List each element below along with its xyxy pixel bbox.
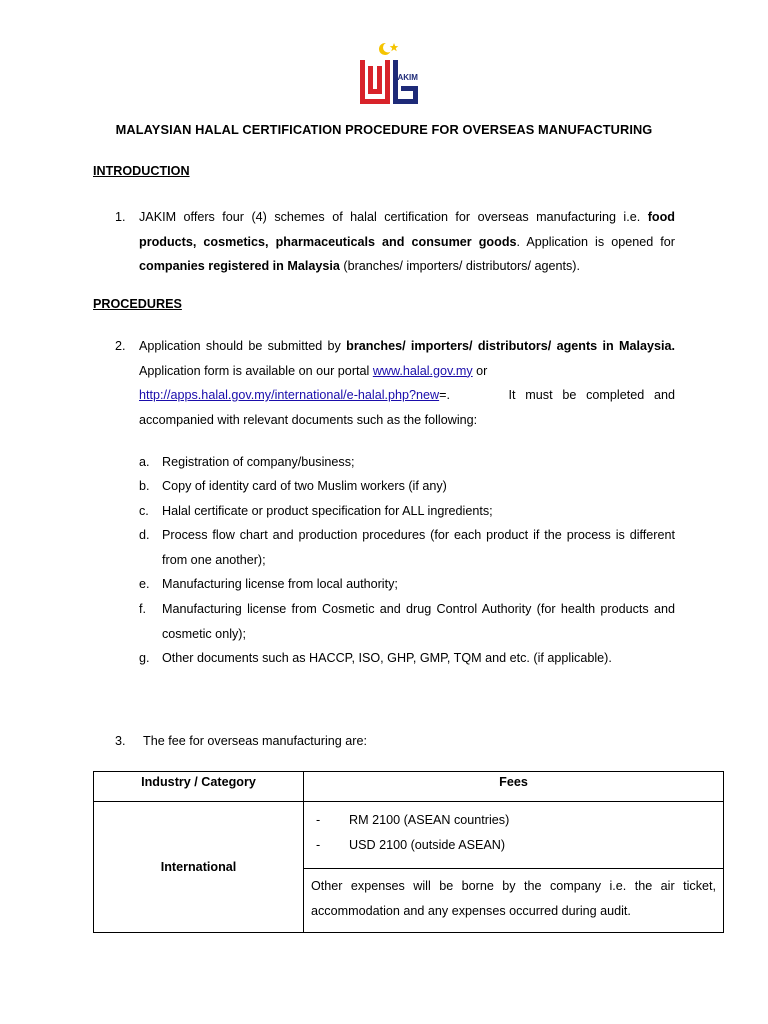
item-1-bold-2: companies registered in Malaysia bbox=[139, 259, 340, 273]
list-item: Registration of company/business; bbox=[162, 455, 355, 469]
item-1-paragraph bbox=[139, 205, 675, 279]
list-item-letter: f. bbox=[139, 602, 146, 616]
table-row bbox=[94, 802, 724, 869]
item-1-bold-1: food products, cosmetics, pharmaceuticals and consumer goods bbox=[139, 210, 675, 249]
list-item-letter: e. bbox=[139, 577, 150, 591]
list-item: Manufacturing license from Cosmetic and drug Control Authority (for health products and cosmetic only); bbox=[162, 602, 675, 641]
item-1-text-3: (branches/ importers/ distributors/ agents). bbox=[339, 259, 580, 273]
halal-portal-link[interactable]: www.halal.gov.my bbox=[372, 363, 473, 378]
item-3-number: 3. bbox=[115, 734, 126, 748]
item-1-text-1: JAKIM offers four (4) schemes of halal certification for overseas manufacturing i.e. bbox=[139, 210, 648, 224]
other-expenses-cell: Other expenses will be borne by the company i.e. the air ticket, accommodation and any expenses occurred during audit. bbox=[304, 869, 724, 933]
item-2-text-4: =. It must be completed and accompanied with relevant documents such as the following: bbox=[139, 388, 679, 427]
item-2-text-1: Application should be submitted by bbox=[139, 339, 347, 353]
fee-item bbox=[316, 808, 715, 833]
item-2-bold-1: branches/ importers/ distributors/ agents in Malaysia. bbox=[346, 339, 675, 353]
list-item-letter: a. bbox=[139, 455, 150, 469]
list-item: Manufacturing license from local authority; bbox=[162, 577, 398, 591]
fee-text: USD 2100 (outside ASEAN) bbox=[349, 837, 506, 852]
table-header-row bbox=[94, 772, 724, 802]
list-item: Copy of identity card of two Muslim workers (if any) bbox=[162, 479, 447, 493]
category-cell: International bbox=[94, 802, 304, 933]
item-1-number: 1. bbox=[115, 210, 126, 224]
list-item-letter: g. bbox=[139, 651, 150, 665]
item-2-number: 2. bbox=[115, 339, 126, 353]
e-halal-application-link[interactable]: http://apps.halal.gov.my/international/e-halal.php?new bbox=[139, 388, 440, 402]
item-3-text: The fee for overseas manufacturing are: bbox=[143, 734, 368, 748]
fee-item bbox=[316, 833, 715, 858]
item-2-text-3: or bbox=[472, 363, 488, 378]
fees-table bbox=[93, 771, 724, 933]
column-header-category: Industry / Category bbox=[94, 772, 304, 802]
procedures-heading: PROCEDURES bbox=[93, 297, 182, 311]
item-1-text-2: . Application is opened for bbox=[516, 234, 675, 249]
introduction-heading: INTRODUCTION bbox=[93, 164, 190, 178]
document-title: MALAYSIAN HALAL CERTIFICATION PROCEDURE FOR OVERSEAS MANUFACTURING bbox=[115, 122, 653, 137]
column-header-fees: Fees bbox=[304, 772, 724, 802]
list-item: Halal certificate or product specification for ALL ingredients; bbox=[162, 504, 493, 518]
list-item-letter: c. bbox=[139, 504, 149, 518]
list-item-letter: d. bbox=[139, 528, 150, 542]
fee-dash: - bbox=[316, 837, 321, 852]
list-item: Other documents such as HACCP, ISO, GHP, GMP, TQM and etc. (if applicable). bbox=[162, 651, 612, 665]
jakim-logo bbox=[358, 40, 422, 108]
fee-dash: - bbox=[316, 813, 321, 827]
logo-text: JAKIM bbox=[393, 73, 418, 82]
item-2-paragraph bbox=[139, 334, 679, 432]
fees-cell bbox=[304, 802, 724, 869]
item-2-text-2: Application form is available on our portal bbox=[139, 363, 373, 378]
fee-text: RM 2100 (ASEAN countries) bbox=[349, 813, 510, 827]
list-item-letter: b. bbox=[139, 479, 150, 493]
list-item: Process flow chart and production procedures (for each product if the process is different from one another); bbox=[162, 528, 675, 567]
